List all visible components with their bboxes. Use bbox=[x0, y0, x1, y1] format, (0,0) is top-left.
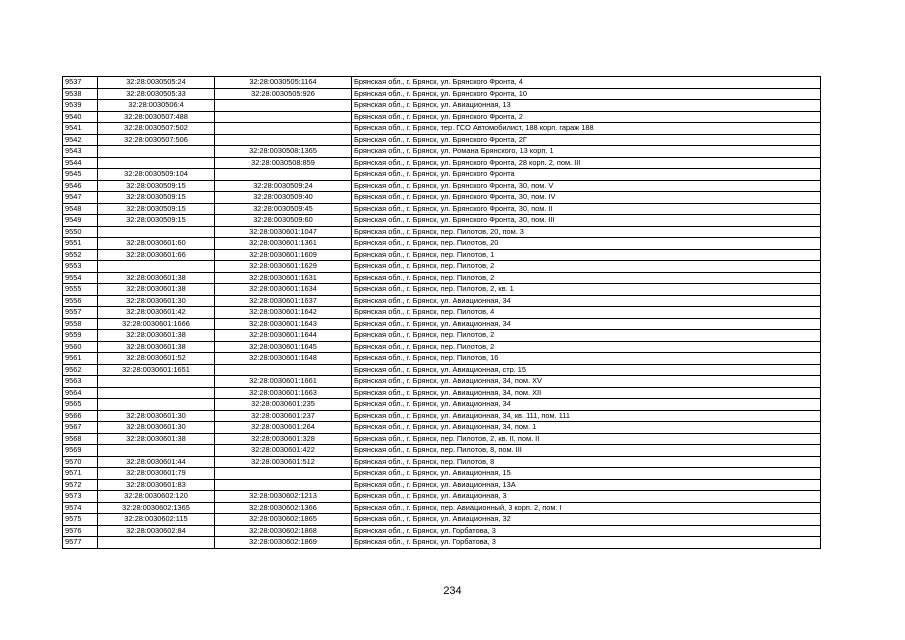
table-row bbox=[63, 215, 821, 227]
row-number-cell: 9555 bbox=[63, 284, 98, 296]
building-number-cell: 32:28:0030508:1365 bbox=[215, 146, 352, 158]
building-number-cell: 32:28:0030601:1631 bbox=[215, 272, 352, 284]
address-cell: Брянская обл., г. Брянск, пер. Пилотов, 2, кв. II, пом. II bbox=[352, 433, 821, 445]
land-plot-number-cell bbox=[98, 387, 215, 399]
row-number-cell: 9557 bbox=[63, 307, 98, 319]
building-number-cell: 32:28:0030505:926 bbox=[215, 88, 352, 100]
row-number-cell: 9556 bbox=[63, 295, 98, 307]
address-cell: Брянская обл., г. Брянск, ул. Брянского Фронта, 28 корп. 2, пом. III bbox=[352, 157, 821, 169]
land-plot-number-cell: 32:28:0030601:38 bbox=[98, 284, 215, 296]
table-row bbox=[63, 77, 821, 89]
address-cell: Брянская обл., г. Брянск, ул. Авиационная, 34 bbox=[352, 318, 821, 330]
address-cell: Брянская обл., г. Брянск, ул. Авиационная, 13 bbox=[352, 100, 821, 112]
table-row bbox=[63, 192, 821, 204]
row-number-cell: 9576 bbox=[63, 525, 98, 537]
table-row bbox=[63, 123, 821, 135]
table-row bbox=[63, 111, 821, 123]
land-plot-number-cell: 32:28:0030601:60 bbox=[98, 238, 215, 250]
table-row bbox=[63, 456, 821, 468]
land-plot-number-cell: 32:28:0030601:83 bbox=[98, 479, 215, 491]
building-number-cell: 32:28:0030505:1164 bbox=[215, 77, 352, 89]
building-number-cell: 32:28:0030601:1634 bbox=[215, 284, 352, 296]
address-cell: Брянская обл., г. Брянск, пер. Пилотов, 2, кв. 1 bbox=[352, 284, 821, 296]
address-cell: Брянская обл., г. Брянск, ул. Горбатова, 3 bbox=[352, 525, 821, 537]
land-plot-number-cell: 32:28:0030505:33 bbox=[98, 88, 215, 100]
row-number-cell: 9539 bbox=[63, 100, 98, 112]
table-row bbox=[63, 364, 821, 376]
table-row bbox=[63, 353, 821, 365]
table-row bbox=[63, 341, 821, 353]
building-number-cell: 32:28:0030602:1868 bbox=[215, 525, 352, 537]
land-plot-number-cell: 32:28:0030507:502 bbox=[98, 123, 215, 135]
address-cell: Брянская обл., г. Брянск, ул. Брянского Фронта, 30, пом. II bbox=[352, 203, 821, 215]
row-number-cell: 9549 bbox=[63, 215, 98, 227]
building-number-cell bbox=[215, 468, 352, 480]
address-cell: Брянская обл., г. Брянск, пер. Пилотов, 2 bbox=[352, 272, 821, 284]
building-number-cell: 32:28:0030601:1609 bbox=[215, 249, 352, 261]
address-cell: Брянская обл., г. Брянск, ул. Авиационная, 34, пом. 1 bbox=[352, 422, 821, 434]
row-number-cell: 9574 bbox=[63, 502, 98, 514]
land-plot-number-cell: 32:28:0030601:66 bbox=[98, 249, 215, 261]
table-row bbox=[63, 307, 821, 319]
building-number-cell: 32:28:0030601:1642 bbox=[215, 307, 352, 319]
row-number-cell: 9563 bbox=[63, 376, 98, 388]
address-cell: Брянская обл., г. Брянск, ул. Авиационная, 15 bbox=[352, 468, 821, 480]
table-row bbox=[63, 88, 821, 100]
table-row bbox=[63, 157, 821, 169]
row-number-cell: 9570 bbox=[63, 456, 98, 468]
row-number-cell: 9550 bbox=[63, 226, 98, 238]
address-cell: Брянская обл., г. Брянск, ул. Брянского Фронта, 10 bbox=[352, 88, 821, 100]
land-plot-number-cell bbox=[98, 445, 215, 457]
land-plot-number-cell: 32:28:0030507:488 bbox=[98, 111, 215, 123]
address-cell: Брянская обл., г. Брянск, ул. Горбатова, 3 bbox=[352, 537, 821, 549]
building-number-cell bbox=[215, 123, 352, 135]
building-number-cell bbox=[215, 169, 352, 181]
address-cell: Брянская обл., г. Брянск, пер. Пилотов, 8, пом. III bbox=[352, 445, 821, 457]
row-number-cell: 9545 bbox=[63, 169, 98, 181]
building-number-cell bbox=[215, 134, 352, 146]
table-row bbox=[63, 169, 821, 181]
row-number-cell: 9540 bbox=[63, 111, 98, 123]
row-number-cell: 9548 bbox=[63, 203, 98, 215]
row-number-cell: 9559 bbox=[63, 330, 98, 342]
land-plot-number-cell: 32:28:0030509:15 bbox=[98, 215, 215, 227]
building-number-cell: 32:28:0030509:60 bbox=[215, 215, 352, 227]
address-cell: Брянская обл., г. Брянск, пер. Пилотов, 16 bbox=[352, 353, 821, 365]
building-number-cell: 32:28:0030601:1645 bbox=[215, 341, 352, 353]
row-number-cell: 9538 bbox=[63, 88, 98, 100]
building-number-cell: 32:28:0030601:328 bbox=[215, 433, 352, 445]
address-cell: Брянская обл., г. Брянск, пер. Пилотов, 20 bbox=[352, 238, 821, 250]
table-row bbox=[63, 445, 821, 457]
address-cell: Брянская обл., г. Брянск, ул. Брянского Фронта, 30, пом. V bbox=[352, 180, 821, 192]
row-number-cell: 9573 bbox=[63, 491, 98, 503]
row-number-cell: 9546 bbox=[63, 180, 98, 192]
table-row bbox=[63, 100, 821, 112]
table-row bbox=[63, 376, 821, 388]
land-plot-number-cell: 32:28:0030602:84 bbox=[98, 525, 215, 537]
address-cell: Брянская обл., г. Брянск, ул. Брянского Фронта, 4 bbox=[352, 77, 821, 89]
land-plot-number-cell: 32:28:0030509:104 bbox=[98, 169, 215, 181]
address-cell: Брянская обл., г. Брянск, ул. Авиационная, 34, пом. XV bbox=[352, 376, 821, 388]
row-number-cell: 9543 bbox=[63, 146, 98, 158]
address-cell: Брянская обл., г. Брянск, ул. Авиационная, 32 bbox=[352, 514, 821, 526]
row-number-cell: 9541 bbox=[63, 123, 98, 135]
land-plot-number-cell bbox=[98, 537, 215, 549]
building-number-cell bbox=[215, 100, 352, 112]
table-row bbox=[63, 468, 821, 480]
address-cell: Брянская обл., г. Брянск, пер. Пилотов, 2 bbox=[352, 261, 821, 273]
land-plot-number-cell bbox=[98, 226, 215, 238]
row-number-cell: 9558 bbox=[63, 318, 98, 330]
table-row bbox=[63, 514, 821, 526]
land-plot-number-cell bbox=[98, 376, 215, 388]
row-number-cell: 9567 bbox=[63, 422, 98, 434]
land-plot-number-cell: 32:28:0030509:15 bbox=[98, 203, 215, 215]
address-cell: Брянская обл., г. Брянск, ул. Авиационная, 34 bbox=[352, 399, 821, 411]
row-number-cell: 9560 bbox=[63, 341, 98, 353]
land-plot-number-cell: 32:28:0030602:1365 bbox=[98, 502, 215, 514]
table-row bbox=[63, 491, 821, 503]
row-number-cell: 9565 bbox=[63, 399, 98, 411]
land-plot-number-cell: 32:28:0030509:15 bbox=[98, 192, 215, 204]
row-number-cell: 9564 bbox=[63, 387, 98, 399]
row-number-cell: 9554 bbox=[63, 272, 98, 284]
land-plot-number-cell: 32:28:0030601:38 bbox=[98, 272, 215, 284]
building-number-cell: 32:28:0030509:40 bbox=[215, 192, 352, 204]
address-cell: Брянская обл., г. Брянск, тер. ГСО Автомобилист, 188 корп. гараж 188 bbox=[352, 123, 821, 135]
building-number-cell: 32:28:0030601:1629 bbox=[215, 261, 352, 273]
address-cell: Брянская обл., г. Брянск, пер. Пилотов, 4 bbox=[352, 307, 821, 319]
address-cell: Брянская обл., г. Брянск, ул. Брянского Фронта, 30, пом. III bbox=[352, 215, 821, 227]
address-cell: Брянская обл., г. Брянск, ул. Брянского Фронта, 2 bbox=[352, 111, 821, 123]
building-number-cell: 32:28:0030602:1213 bbox=[215, 491, 352, 503]
table-row bbox=[63, 399, 821, 411]
building-number-cell: 32:28:0030601:422 bbox=[215, 445, 352, 457]
table-row bbox=[63, 134, 821, 146]
building-number-cell: 32:28:0030601:1643 bbox=[215, 318, 352, 330]
land-plot-number-cell: 32:28:0030602:115 bbox=[98, 514, 215, 526]
address-cell: Брянская обл., г. Брянск, ул. Авиационная, 13А bbox=[352, 479, 821, 491]
row-number-cell: 9552 bbox=[63, 249, 98, 261]
land-plot-number-cell: 32:28:0030601:38 bbox=[98, 341, 215, 353]
address-cell: Брянская обл., г. Брянск, пер. Пилотов, 2 bbox=[352, 341, 821, 353]
row-number-cell: 9575 bbox=[63, 514, 98, 526]
table-row bbox=[63, 433, 821, 445]
address-cell: Брянская обл., г. Брянск, ул. Авиационная, 34, пом. XII bbox=[352, 387, 821, 399]
building-number-cell: 32:28:0030602:1366 bbox=[215, 502, 352, 514]
building-number-cell: 32:28:0030601:1637 bbox=[215, 295, 352, 307]
building-number-cell: 32:28:0030509:24 bbox=[215, 180, 352, 192]
row-number-cell: 9544 bbox=[63, 157, 98, 169]
building-number-cell: 32:28:0030601:1361 bbox=[215, 238, 352, 250]
table-row bbox=[63, 330, 821, 342]
building-number-cell: 32:28:0030602:1865 bbox=[215, 514, 352, 526]
row-number-cell: 9572 bbox=[63, 479, 98, 491]
land-plot-number-cell: 32:28:0030507:506 bbox=[98, 134, 215, 146]
land-plot-number-cell: 32:28:0030601:30 bbox=[98, 422, 215, 434]
row-number-cell: 9568 bbox=[63, 433, 98, 445]
table-row bbox=[63, 525, 821, 537]
address-cell: Брянская обл., г. Брянск, пер. Пилотов, 20, пом. 3 bbox=[352, 226, 821, 238]
table-row bbox=[63, 203, 821, 215]
building-number-cell: 32:28:0030601:235 bbox=[215, 399, 352, 411]
table-row bbox=[63, 261, 821, 273]
table-body bbox=[63, 77, 821, 549]
address-cell: Брянская обл., г. Брянск, ул. Авиационная, стр. 15 bbox=[352, 364, 821, 376]
land-plot-number-cell: 32:28:0030601:38 bbox=[98, 330, 215, 342]
land-plot-number-cell: 32:28:0030601:30 bbox=[98, 295, 215, 307]
building-number-cell: 32:28:0030601:1047 bbox=[215, 226, 352, 238]
cadastral-table bbox=[62, 76, 821, 549]
row-number-cell: 9537 bbox=[63, 77, 98, 89]
table-row bbox=[63, 180, 821, 192]
table-row bbox=[63, 146, 821, 158]
address-cell: Брянская обл., г. Брянск, ул. Брянского Фронта bbox=[352, 169, 821, 181]
land-plot-number-cell: 32:28:0030601:52 bbox=[98, 353, 215, 365]
building-number-cell: 32:28:0030508:859 bbox=[215, 157, 352, 169]
row-number-cell: 9562 bbox=[63, 364, 98, 376]
building-number-cell bbox=[215, 479, 352, 491]
table-row bbox=[63, 387, 821, 399]
land-plot-number-cell bbox=[98, 157, 215, 169]
land-plot-number-cell: 32:28:0030601:1651 bbox=[98, 364, 215, 376]
land-plot-number-cell bbox=[98, 146, 215, 158]
land-plot-number-cell: 32:28:0030506:4 bbox=[98, 100, 215, 112]
building-number-cell: 32:28:0030601:237 bbox=[215, 410, 352, 422]
row-number-cell: 9561 bbox=[63, 353, 98, 365]
land-plot-number-cell: 32:28:0030601:44 bbox=[98, 456, 215, 468]
land-plot-number-cell: 32:28:0030509:15 bbox=[98, 180, 215, 192]
table-row bbox=[63, 502, 821, 514]
land-plot-number-cell: 32:28:0030602:120 bbox=[98, 491, 215, 503]
land-plot-number-cell: 32:28:0030601:42 bbox=[98, 307, 215, 319]
table-row bbox=[63, 238, 821, 250]
address-cell: Брянская обл., г. Брянск, пер. Пилотов, 2 bbox=[352, 330, 821, 342]
land-plot-number-cell: 32:28:0030505:24 bbox=[98, 77, 215, 89]
address-cell: Брянская обл., г. Брянск, пер. Авиационный, 3 корп. 2, пом. I bbox=[352, 502, 821, 514]
address-cell: Брянская обл., г. Брянск, ул. Романа Брянского, 13 корп. 1 bbox=[352, 146, 821, 158]
address-cell: Брянская обл., г. Брянск, ул. Авиационная, 3 bbox=[352, 491, 821, 503]
building-number-cell: 32:28:0030602:1869 bbox=[215, 537, 352, 549]
address-cell: Брянская обл., г. Брянск, пер. Пилотов, 8 bbox=[352, 456, 821, 468]
building-number-cell: 32:28:0030601:1661 bbox=[215, 376, 352, 388]
address-cell: Брянская обл., г. Брянск, ул. Авиационная, 34 bbox=[352, 295, 821, 307]
table-row bbox=[63, 410, 821, 422]
building-number-cell: 32:28:0030601:264 bbox=[215, 422, 352, 434]
row-number-cell: 9566 bbox=[63, 410, 98, 422]
page-number: 234 bbox=[443, 585, 462, 597]
land-plot-number-cell bbox=[98, 399, 215, 411]
land-plot-number-cell: 32:28:0030601:1666 bbox=[98, 318, 215, 330]
building-number-cell: 32:28:0030601:1663 bbox=[215, 387, 352, 399]
address-cell: Брянская обл., г. Брянск, ул. Брянского Фронта, 2Г bbox=[352, 134, 821, 146]
row-number-cell: 9551 bbox=[63, 238, 98, 250]
table-row bbox=[63, 249, 821, 261]
table-row bbox=[63, 295, 821, 307]
land-plot-number-cell: 32:28:0030601:30 bbox=[98, 410, 215, 422]
row-number-cell: 9542 bbox=[63, 134, 98, 146]
table-row bbox=[63, 537, 821, 549]
table-row bbox=[63, 284, 821, 296]
row-number-cell: 9547 bbox=[63, 192, 98, 204]
table-row bbox=[63, 422, 821, 434]
row-number-cell: 9553 bbox=[63, 261, 98, 273]
building-number-cell: 32:28:0030601:1644 bbox=[215, 330, 352, 342]
row-number-cell: 9571 bbox=[63, 468, 98, 480]
row-number-cell: 9577 bbox=[63, 537, 98, 549]
address-cell: Брянская обл., г. Брянск, ул. Авиационная, 34, кв. 111, пом. 111 bbox=[352, 410, 821, 422]
land-plot-number-cell bbox=[98, 261, 215, 273]
address-cell: Брянская обл., г. Брянск, ул. Брянского Фронта, 30, пом. IV bbox=[352, 192, 821, 204]
table-row bbox=[63, 479, 821, 491]
building-number-cell bbox=[215, 364, 352, 376]
table-row bbox=[63, 226, 821, 238]
land-plot-number-cell: 32:28:0030601:38 bbox=[98, 433, 215, 445]
row-number-cell: 9569 bbox=[63, 445, 98, 457]
table-row bbox=[63, 318, 821, 330]
building-number-cell: 32:28:0030601:1648 bbox=[215, 353, 352, 365]
table-row bbox=[63, 272, 821, 284]
building-number-cell bbox=[215, 111, 352, 123]
land-plot-number-cell: 32:28:0030601:79 bbox=[98, 468, 215, 480]
building-number-cell: 32:28:0030509:45 bbox=[215, 203, 352, 215]
address-cell: Брянская обл., г. Брянск, пер. Пилотов, 1 bbox=[352, 249, 821, 261]
building-number-cell: 32:28:0030601:512 bbox=[215, 456, 352, 468]
